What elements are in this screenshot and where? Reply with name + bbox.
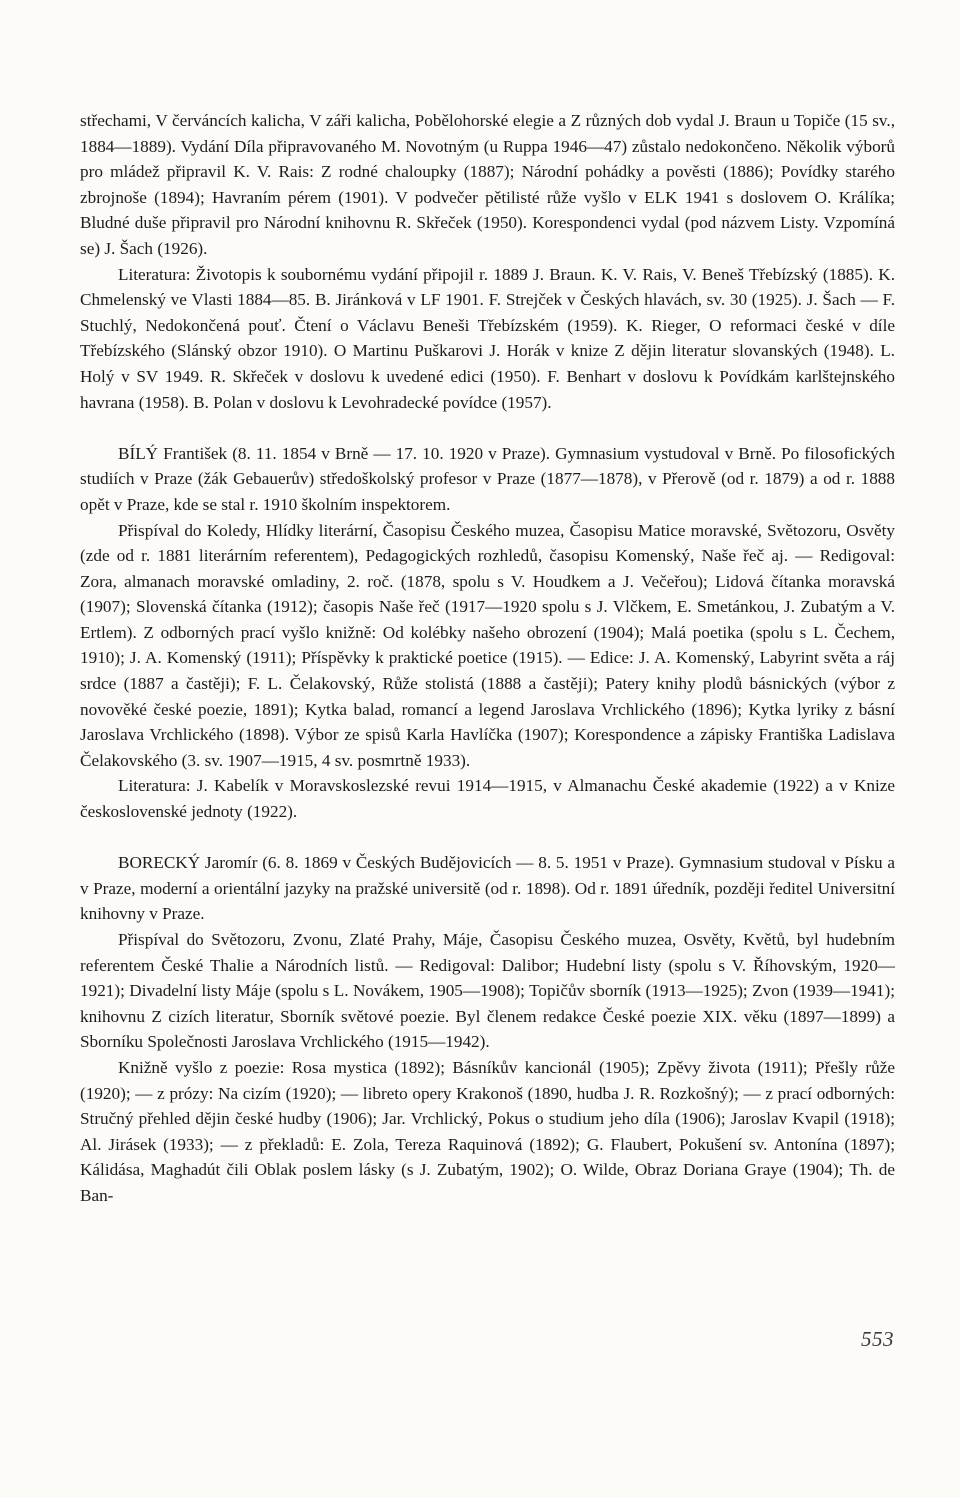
paragraph-bily-works: Přispíval do Koledy, Hlídky literární, Časopisu Českého muzea, Časopisu Matice moravské, Světozoru, Osvěty (zde od r. 1881 literárním referentem), Pedagogických rozhledů, časopisu Komenský, Naše řeč aj. — Redigoval: Zora, almanach moravské omladiny, 2. roč. (1878, spolu s V. Houdkem a J. Večeřou); Lidová čítanka moravská (1907); Slovenská čítanka (1912); časopis Naše řeč (1917—1920 spolu s J. Vlčkem, E. Smetánkou, J. Zubatým a V. Ertlem). Z odborných prací vyšlo knižně: Od kolébky našeho obrození (1904); Malá poetika (spolu s L. Čechem, 1910); J. A. Komenský (1911); Příspěvky k praktické poetice (1915). — Edice: J. A. Komenský, Labyrint světa a ráj srdce (1887 a častěji); F. L. Čelakovský, Růže stolistá (1888 a častěji); Patery knihy plodů básnických (výbor z novověké české poezie, 1891); Kytka balad, romancí a legend Jaroslava Vrchlického (1896); Kytka lyriky z básní Jaroslava Vrchlického (1898). Výbor ze spisů Karla Havlíčka (1907); Korespondence a zápisky Františka Ladislava Čelakovského (3. sv. 1907—1915, 4 sv. posmrtně 1933). bbox=[80, 520, 895, 770]
paragraph-bily-literature: Literatura: J. Kabelík v Moravskoslezské revui 1914—1915, v Almanachu České akademie (1922) a v Knize československé jednoty (1922). bbox=[80, 776, 895, 822]
paragraph-trebizsky-editions: střechami, V červáncích kalicha, V záři kalicha, Pobělohorské elegie a Z různých dob vydal J. Braun u Topiče (15 sv., 1884—1889). Vydání Díla připravovaného M. Novotným (u Ruppa 1946—47) zůstalo nedokončeno. Několik výborů pro mládež připravil K. V. Rais: Z rodné chaloupky (1887); Národní pohádky a pověsti (1886); Povídky starého zbrojnoše (1894); Havraním pérem (1901). V podvečer pětilisté růže vyšlo v ELK 1941 s doslovem O. Králíka; Bludné duše připravil pro Národní knihovnu R. Skřeček (1950). Korespondenci vydal (pod názvem Listy. Vzpomíná se) J. Šach (1926). bbox=[80, 111, 895, 258]
paragraph-bily-biography: BÍLÝ František (8. 11. 1854 v Brně — 17. 10. 1920 v Praze). Gymnasium vystudoval v Brně. Po filosofických studiích v Praze (žák Gebauerův) středoškolský profesor v Praze (1877—1878), v Přerově (od r. 1879) a od r. 1888 opět v Praze, kde se stal r. 1910 školním inspektorem. bbox=[80, 443, 895, 514]
page-number: 553 bbox=[861, 1327, 894, 1351]
paragraph-borecky-biography: BORECKÝ Jaromír (6. 8. 1869 v Českých Budějovicích — 8. 5. 1951 v Praze). Gymnasium studoval v Písku a v Praze, moderní a orientální jazyky na pražské universitě (od r. 1898). Od r. 1891 úředník, později ředitel Universitní knihovny v Praze. bbox=[80, 853, 895, 924]
paragraph-borecky-works: Knižně vyšlo z poezie: Rosa mystica (1892); Básníkův kancionál (1905); Zpěvy života (1911); Přešly růže (1920); — z prózy: Na cizím (1920); — libreto opery Krakonoš (1890, hudba J. R. Rozkošný); — z prací odborných: Stručný přehled dějin české hudby (1906); Jar. Vrchlický, Pokus o studium jeho díla (1906); Jaroslav Kvapil (1918); Al. Jirásek (1933); — z překladů: E. Zola, Tereza Raquinová (1892); G. Flaubert, Pokušení sv. Antonína (1897); Kálidása, Maghadút čili Oblak poslem lásky (s J. Zubatým, 1902); O. Wilde, Obraz Doriana Graye (1904); Th. de Ban- bbox=[80, 1057, 895, 1205]
page-text-column bbox=[80, 108, 895, 1209]
paragraph-trebizsky-literature: Literatura: Životopis k soubornému vydání připojil r. 1889 J. Braun. K. V. Rais, V. Beneš Třebízský (1885). K. Chmelenský ve Vlasti 1884—85. B. Jiránková v LF 1901. F. Strejček v Českých hlavách, sv. 30 (1925). J. Šach — F. Stuchlý, Nedokončená pouť. Čtení o Václavu Beneši Třebízském (1959). K. Rieger, O reformaci české v díle Třebízského (Slánský obzor 1910). O Martinu Puškarovi J. Horák v knize Z dějin literatur slovanských (1948). L. Holý v SV 1949. R. Skřeček v doslovu k uvedené edici (1950). F. Benhart v doslovu k Povídkám karlštejnského havrana (1958). B. Polan v doslovu k Levohradecké povídce (1957). bbox=[80, 264, 895, 412]
paragraph-borecky-contributions: Přispíval do Světozoru, Zvonu, Zlaté Prahy, Máje, Časopisu Českého muzea, Osvěty, Květů, byl hudebním referentem České Thalie a Národních listů. — Redigoval: Dalibor; Hudební listy (spolu s V. Říhovským, 1920—1921); Divadelní listy Máje (spolu s L. Novákem, 1905—1908); Topičův sborník (1913—1925); Zvon (1939—1941); knihovnu Z cizích literatur, Sborník světové poezie. Byl členem redakce České poezie XIX. věku (1897—1899) a Sborníku Společnosti Jaroslava Vrchlického (1915—1942). bbox=[80, 930, 895, 1052]
